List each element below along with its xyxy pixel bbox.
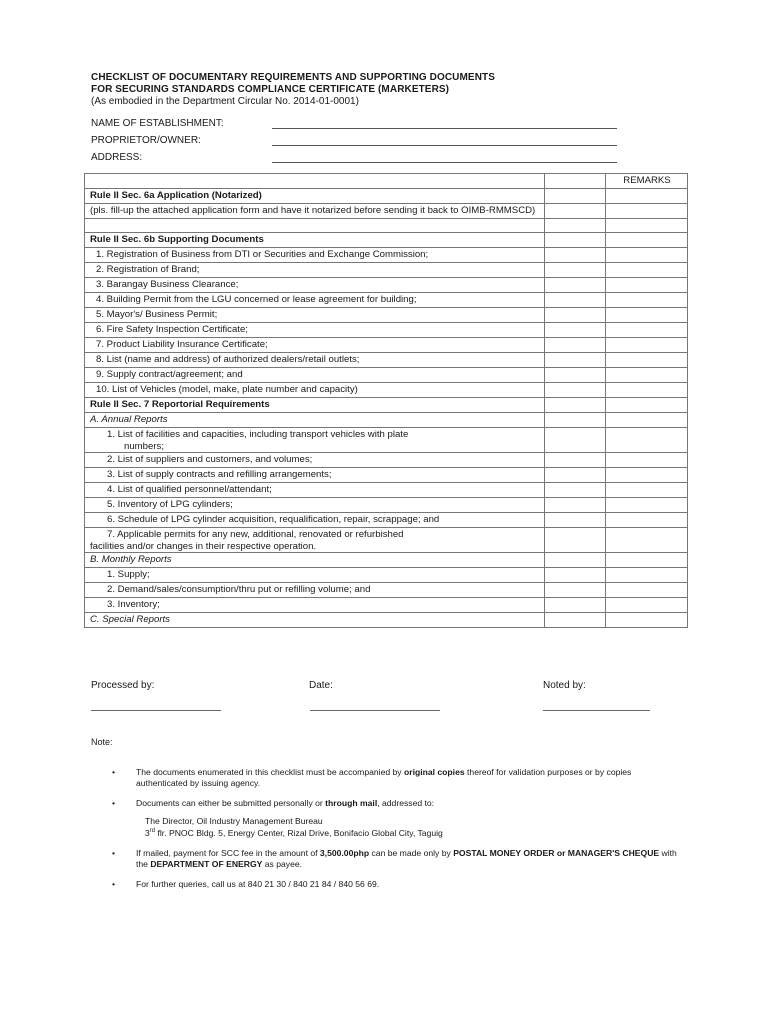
table-row: [85, 278, 688, 293]
supporting-doc-item: 2. Registration of Brand;: [85, 263, 545, 278]
table-row: [85, 598, 688, 613]
contact-numbers: For further queries, call us at 840 21 30 / 840 21 84 / 840 56 69.: [136, 879, 380, 890]
bullet-icon: •: [112, 848, 116, 859]
note-label: Note:: [91, 737, 113, 747]
annual-report-item: 3. List of supply contracts and refilling arrangements;: [85, 468, 545, 483]
table-row: [85, 323, 688, 338]
date-label: Date:: [309, 680, 333, 691]
table-row: [85, 498, 688, 513]
annual-report-item: 6. Schedule of LPG cylinder acquisition, requalification, repair, scrappage; and: [85, 513, 545, 528]
table-row: [85, 368, 688, 383]
table-header-row: [85, 174, 688, 189]
notes-list: [112, 767, 682, 900]
address-field: [91, 152, 631, 169]
table-row: [85, 398, 688, 413]
address-line-2: 3rd flr. PNOC Bldg. 5, Energy Center, Rizal Drive, Bonifacio Global City, Taguig: [145, 827, 443, 838]
monthly-report-item: 1. Supply;: [85, 568, 545, 583]
table-row: [85, 233, 688, 248]
proprietor-field: [91, 135, 631, 152]
table-row: [85, 383, 688, 398]
rule-6a-instruction: (pls. fill-up the attached application form and have it notarized before sending it back to OIMB-RMMSCD): [85, 204, 545, 219]
title-line-2: FOR SECURING STANDARDS COMPLIANCE CERTIFICATE (MARKETERS): [91, 84, 450, 95]
annual-reports-heading: A. Annual Reports: [85, 413, 545, 428]
establishment-blank[interactable]: [272, 128, 617, 129]
supporting-doc-item: 5. Mayor's/ Business Permit;: [85, 308, 545, 323]
supporting-doc-item: 6. Fire Safety Inspection Certificate;: [85, 323, 545, 338]
title-line-1: CHECKLIST OF DOCUMENTARY REQUIREMENTS AND SUPPORTING DOCUMENTS: [91, 72, 495, 83]
supporting-doc-item: 3. Barangay Business Clearance;: [85, 278, 545, 293]
note-item: • If mailed, payment for SCC fee in the amount of 3,500.00php can be made only by POSTAL MONEY ORDER or MANAGER'S CHEQUE with the DEPARTMENT OF ENERGY as payee.: [112, 848, 677, 869]
annual-report-item: 4. List of qualified personnel/attendant;: [85, 483, 545, 498]
table-row: [85, 453, 688, 468]
annual-item-7-line-1: 7. Applicable permits for any new, additional, renovated or refurbished: [107, 529, 404, 541]
supporting-doc-item: 4. Building Permit from the LGU concerned or lease agreement for building;: [85, 293, 545, 308]
annual-item-1-line-1: 1. List of facilities and capacities, including transport vehicles with plate: [107, 429, 409, 440]
address-label: ADDRESS:: [91, 152, 143, 163]
supporting-doc-item: 9. Supply contract/agreement; and: [85, 368, 545, 383]
monthly-report-item: 2. Demand/sales/consumption/thru put or refilling volume; and: [85, 583, 545, 598]
table-row: [85, 338, 688, 353]
processed-by-signature-line[interactable]: [91, 710, 221, 711]
table-row: [85, 528, 688, 553]
address-line-1: The Director, Oil Industry Management Bureau: [145, 815, 323, 826]
supporting-doc-item: 8. List (name and address) of authorized dealers/retail outlets;: [85, 353, 545, 368]
establishment-fields: [91, 118, 631, 169]
table-row: [85, 428, 688, 453]
title-line-3: (As embodied in the Department Circular No. 2014-01-0001): [91, 96, 359, 107]
processed-by-label: Processed by:: [91, 680, 155, 691]
table-row: [85, 308, 688, 323]
rule-6a-heading: Rule II Sec. 6a Application (Notarized): [85, 189, 545, 204]
establishment-label: NAME OF ESTABLISHMENT:: [91, 118, 224, 129]
table-row: [85, 483, 688, 498]
noted-by-signature-line[interactable]: [543, 710, 650, 711]
proprietor-label: PROPRIETOR/OWNER:: [91, 135, 201, 146]
annual-report-item: 5. Inventory of LPG cylinders;: [85, 498, 545, 513]
note-item: • Documents can either be submitted personally or through mail, addressed to:: [112, 798, 435, 808]
date-signature-line[interactable]: [310, 710, 440, 711]
annual-item-1-line-2: numbers;: [124, 440, 164, 452]
remarks-header: REMARKS: [606, 174, 688, 189]
table-row: [85, 468, 688, 483]
table-row: [85, 513, 688, 528]
table-row: [85, 248, 688, 263]
checklist-table: [84, 173, 688, 628]
supporting-doc-item: 10. List of Vehicles (model, make, plate number and capacity): [85, 383, 545, 398]
address-blank[interactable]: [272, 162, 617, 163]
supporting-doc-item: 7. Product Liability Insurance Certificate;: [85, 338, 545, 353]
mailing-address: [112, 816, 682, 839]
table-row: [85, 413, 688, 428]
table-row: [85, 263, 688, 278]
table-row: [85, 293, 688, 308]
special-reports-heading: C. Special Reports: [85, 613, 545, 628]
table-row: [85, 553, 688, 568]
table-row: [85, 568, 688, 583]
bullet-icon: •: [112, 767, 116, 777]
table-row: [85, 583, 688, 598]
rule-7-heading: Rule II Sec. 7 Reportorial Requirements: [85, 398, 545, 413]
supporting-doc-item: 1. Registration of Business from DTI or Securities and Exchange Commission;: [85, 248, 545, 263]
monthly-report-item: 3. Inventory;: [85, 598, 545, 613]
document-title: [91, 72, 691, 108]
establishment-field: [91, 118, 631, 135]
annual-item-7-line-2: facilities and/or changes in their respective operation.: [90, 540, 317, 552]
bullet-icon: •: [112, 798, 116, 808]
rule-6b-heading: Rule II Sec. 6b Supporting Documents: [85, 233, 545, 248]
note-item: • The documents enumerated in this checklist must be accompanied by original copies thereof for validation purposes or by copies authenticated by issuing agency.: [112, 767, 632, 788]
noted-by-label: Noted by:: [543, 680, 586, 691]
table-row: [85, 613, 688, 628]
monthly-reports-heading: B. Monthly Reports: [85, 553, 545, 568]
bullet-icon: •: [112, 879, 116, 890]
table-spacer-row: [85, 219, 688, 233]
annual-report-item: [85, 428, 545, 453]
annual-report-item: [85, 528, 545, 553]
table-row: [85, 189, 688, 204]
table-row: [85, 204, 688, 219]
annual-report-item: 2. List of suppliers and customers, and volumes;: [85, 453, 545, 468]
note-item: [112, 879, 682, 890]
proprietor-blank[interactable]: [272, 145, 617, 146]
table-row: [85, 353, 688, 368]
